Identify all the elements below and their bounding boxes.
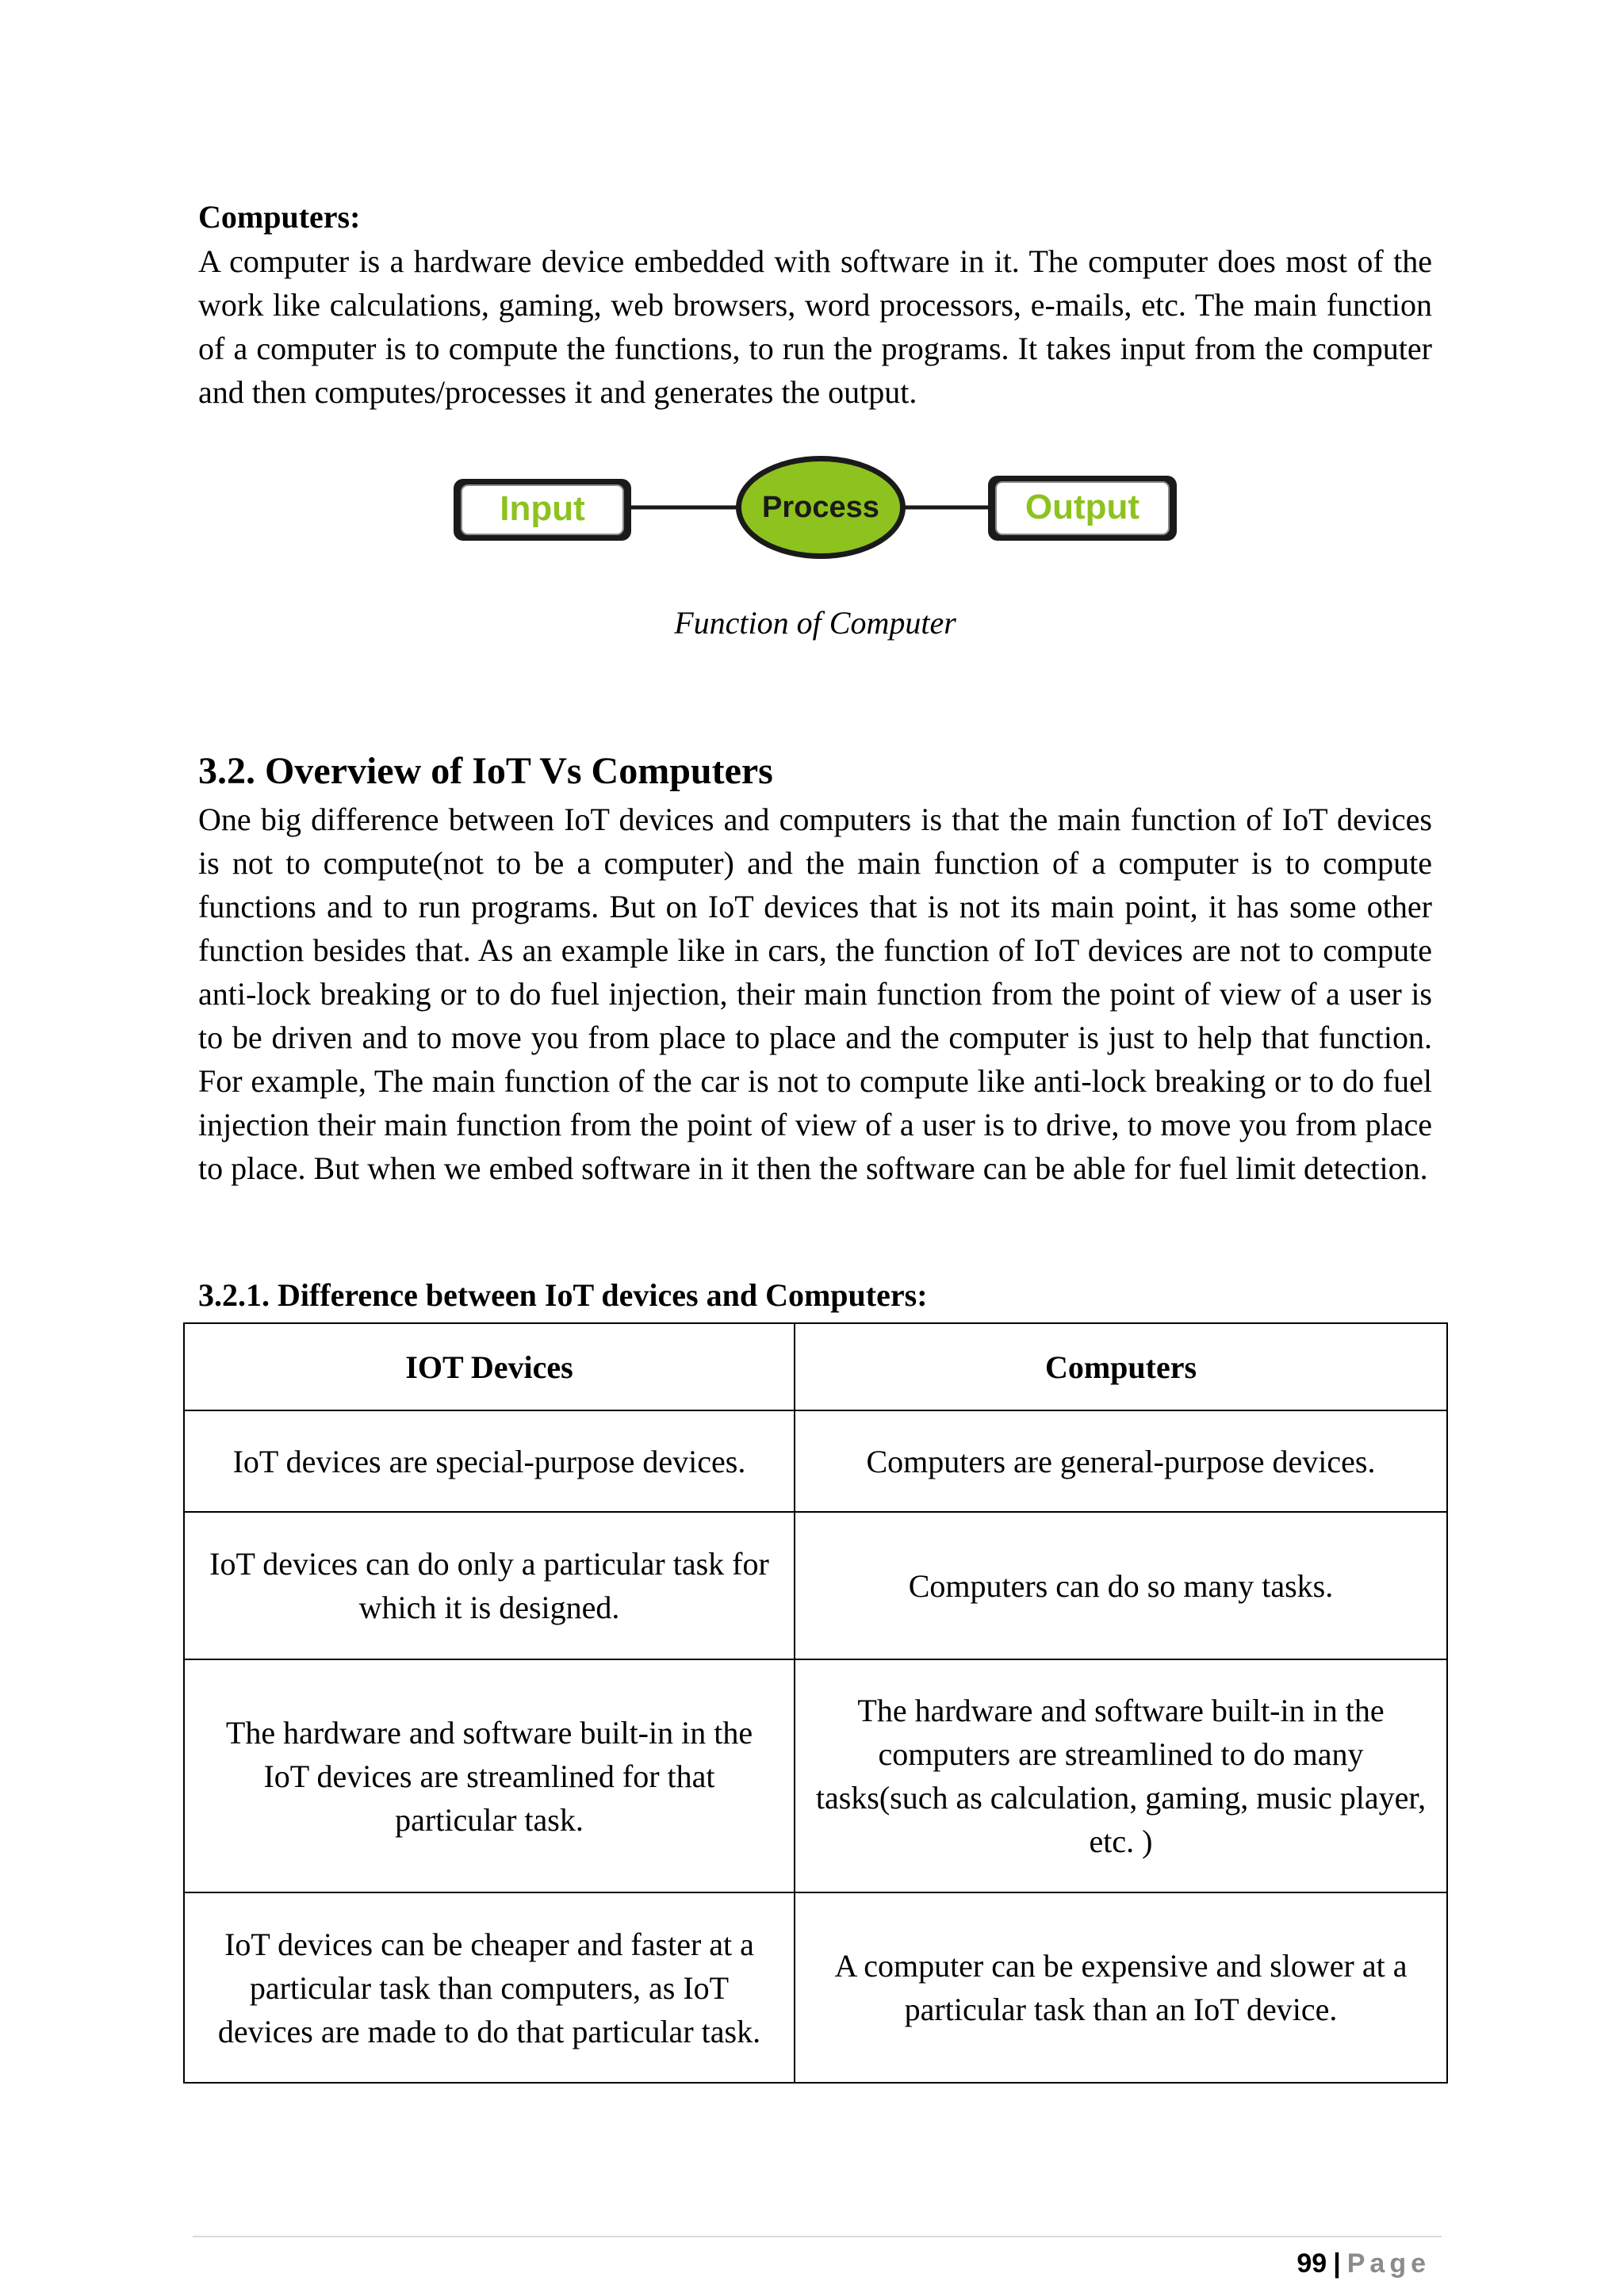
overview-paragraph: One big difference between IoT devices and computers is that the main function of IoT devices is not to compute(not to be a computer) and the main function of a computer is to compute functions and to run programs. But on IoT devices that is not its main point, it has some other function besides that. As an example like in cars, the function of IoT devices are not to compute anti-lock breaking or to do fuel injection, their main function from the point of view of a user is to be driven and to move you from place to place and the computer is just to help that function. For example, The main function of the car is not to compute like anti-lock breaking or to do fuel injection their main function from the point of view of a user is to drive, to move you from place to place. But when we embed software in it then the software can be able for fuel limit detection. [198, 802, 1432, 1186]
table-cell-iot: IoT devices can be cheaper and faster at a particular task than computers, as IoT devices are made to do that particular task. [184, 1892, 795, 2083]
table-cell-computers: A computer can be expensive and slower at a particular task than an IoT device. [795, 1892, 1447, 2083]
subsection-title: 3.2.1. Difference between IoT devices and Computers: [198, 1277, 928, 1313]
figure-caption: Function of Computer [674, 605, 956, 641]
output-label: Output [1025, 488, 1140, 526]
process-label: Process [762, 491, 879, 524]
table-cell-iot: The hardware and software built-in in the IoT devices are streamlined for that particular task. [184, 1659, 795, 1892]
computers-heading: Computers: [198, 199, 361, 235]
header-computers: Computers [795, 1323, 1447, 1410]
page-footer [1297, 2248, 1431, 2279]
table-cell-iot: IoT devices can do only a particular task for which it is designed. [184, 1512, 795, 1659]
difference-table [183, 1322, 1448, 2084]
section-title: 3.2. Overview of IoT Vs Computers [198, 750, 773, 792]
table-row [184, 1410, 1447, 1512]
table-row [184, 1892, 1447, 2083]
input-label: Input [500, 489, 585, 528]
table-cell-computers: Computers can do so many tasks. [795, 1512, 1447, 1659]
process-ellipse [736, 456, 906, 559]
table-header-row [184, 1323, 1447, 1410]
table-row [184, 1512, 1447, 1659]
table-row [184, 1659, 1447, 1892]
table-cell-computers: The hardware and software built-in in the computers are streamlined to do many tasks(such as calculation, gaming, music player, etc. ) [795, 1659, 1447, 1892]
function-of-computer-diagram [444, 444, 1189, 563]
output-box [988, 476, 1177, 541]
header-iot-devices: IOT Devices [184, 1323, 795, 1410]
page-number: 99 [1297, 2248, 1327, 2279]
footer-divider [193, 2236, 1442, 2237]
table-cell-computers: Computers are general-purpose devices. [795, 1410, 1447, 1512]
computers-paragraph: A computer is a hardware device embedded with software in it. The computer does most of the work like calculations, gaming, web browsers, word processors, e-mails, etc. The main function of a computer is to compute the functions, to run the programs. It takes input from the computer and then computes/processes it and generates the output. [198, 243, 1432, 410]
page-word: Page [1346, 2248, 1431, 2279]
table-cell-iot: IoT devices are special-purpose devices. [184, 1410, 795, 1512]
input-box [454, 479, 631, 541]
footer-separator: | [1333, 2248, 1341, 2279]
